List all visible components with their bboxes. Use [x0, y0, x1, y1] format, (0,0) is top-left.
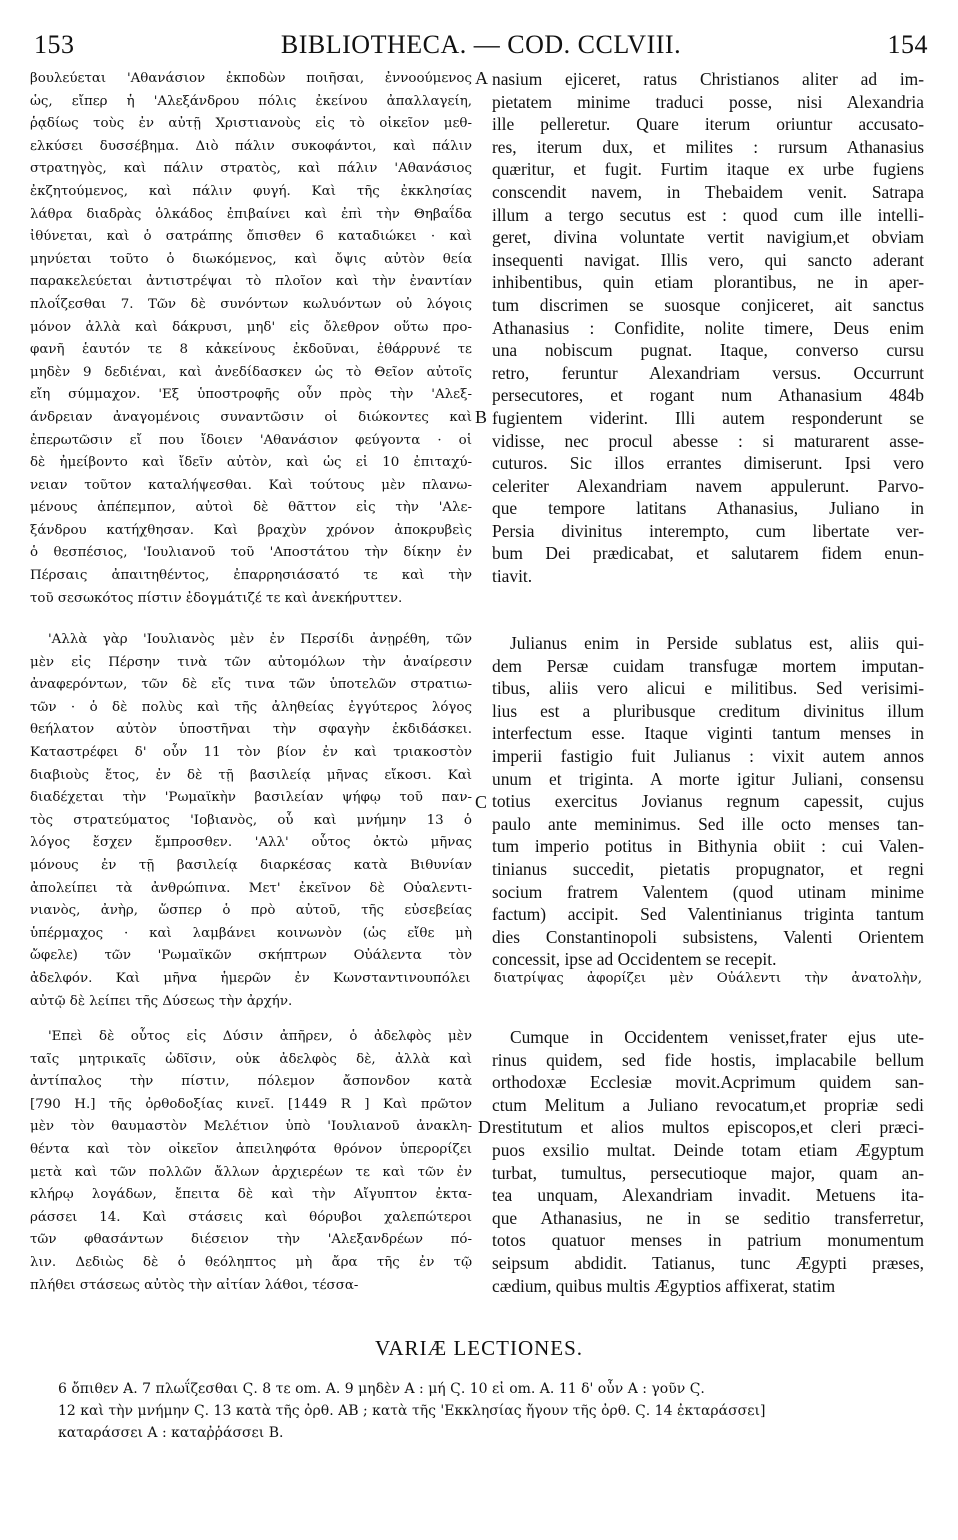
- text-line: interfectum esse. Itaque viginti tantum menses in: [492, 723, 924, 744]
- text-line: orthodoxæ Ecclesiæ movit.Acprimum quidem san-: [492, 1072, 924, 1093]
- text-line: ἀδελφόν. Καὶ μῆνα ἡμερῶν ἐν Κωνσταντινουπόλει διατρίψας ἀφορίζει μὲν Οὐάλεντι τὴν ἀνατολὴν,: [30, 970, 922, 986]
- text-line: ἰθύνεται, καὶ ὁ σατράπης ὄπισθεν 6 καταδιώκει · καὶ: [30, 229, 472, 245]
- text-line: ἐκζητούμενος, καὶ πάλιν φυγή. Καὶ τῆς ἐκκλησίας: [30, 183, 472, 199]
- text-line: Julianus enim in Perside sublatus est, aliis qui-: [510, 633, 924, 653]
- text-line: concessit, ipse ad Occidentem se recepit.: [492, 949, 777, 970]
- text-line: μὲν εἰς Πέρσην τινὰ τῶν αὐτομόλων τὴν ἀναίρεσιν: [30, 654, 472, 670]
- text-line: dem Persæ cuidam transfugæ mortem imputan-: [492, 655, 924, 676]
- text-line: conscendit navem, in Thebaidem venit. Satrapa: [492, 181, 924, 202]
- text-line: παρακελεύεται ἀντιστρέψαι τὸ πλοῖον καὶ τὴν ἐναντίαν: [30, 274, 472, 290]
- page-header: [34, 30, 928, 64]
- text-line: άνδρειαν ἀναγομένοις συναντῶσιν οἱ διώκοντες καὶ: [30, 409, 472, 425]
- text-line: πλήθει στάσεως αὐτὸς τὴν αἰτίαν λάθοι, τέσσα-: [30, 1277, 359, 1293]
- text-line: illum a tergo secutus est : quod cum ille intelli-: [492, 204, 924, 225]
- text-line: restitutum et alios multos episcopos,et cleri præci-: [492, 1117, 924, 1138]
- text-line: ξάνδρου κατήχθησαν. Καὶ βραχὺν χρόνον ἀποκρυβεὶς: [30, 522, 472, 538]
- text-line: κλήρῳ λογάδων, ἔπειτα δὲ καὶ τὴν Αἴγυπτον ἐκτα-: [30, 1187, 472, 1203]
- text-line: totos quatuor menses in patrium monumentum: [492, 1230, 924, 1251]
- text-line: λάθρα διαδρὰς ὁλκάδος ἐπιβαίνει καὶ ἐπὶ τὴν Θηβαΐδα: [30, 206, 472, 222]
- text-line: λιν. Δεδιὼς δὲ ὁ θεόληπτος μὴ ἄρα τῆς ἐν τῷ: [30, 1254, 472, 1270]
- text-line: θεήλατον αὐτὸν ὑποστῆναι τὴν σφαγὴν ἐκδιδάσκει.: [30, 722, 472, 738]
- text-line: αὐτῷ δὲ λείπει τῆς Δύσεως τὴν ἀρχήν.: [30, 993, 293, 1009]
- text-line: socium fratrem Valentem (quod utinam minime: [492, 881, 924, 902]
- text-line: ελκύσει δυσσέβημα. Διὸ πάλιν συκοφάντοι, καὶ πάλιν: [30, 138, 472, 154]
- text-line: persecutores, et rogant num Athanasium 484b: [492, 385, 924, 406]
- text-line: λόγος ἔσχεν ἔμπροσθεν. 'Αλλ' οὗτος ὀκτὼ μῆνας: [30, 835, 472, 851]
- text-line: bum Dei prædicabat, et salutarem fidem enun-: [492, 543, 924, 564]
- text-line: quæritur, et fugit. Furtim itaque ex urbe fugiens: [492, 159, 924, 180]
- latin-text-block-1: [492, 68, 924, 588]
- text-line: ὡς, εἴπερ ἡ 'Αλεξάνδρου πόλις ἐκείνου ἀπαλλαγείη,: [30, 93, 472, 109]
- text-line: seipsum abdidit. Tatianus, tunc Ægypti præses,: [492, 1252, 924, 1273]
- text-line: 6 ὄπιθεν A. 7 πλωΐζεσθαι Ϛ. 8 τε om. A. 9 μηδὲν A : μή Ϛ. 10 εἰ om. A. 11 δ' οὖν A : γοῦν Ϛ.: [58, 1381, 705, 1397]
- text-line: ctum Melitum a Juliano revocatum,et propriæ sedi: [492, 1094, 924, 1115]
- text-line: μηδὲν 9 δεδιέναι, καὶ ἀνεδίδασκεν ὡς τὸ Θεῖον αὐτοῖς: [30, 364, 472, 380]
- text-line: retro, feruntur Alexandriam versus. Occurrunt: [492, 362, 924, 383]
- text-line: ille pelleretur. Quare iterum oriuntur accusato-: [492, 114, 924, 135]
- text-line: unum et triginta. A morte igitur Juliani, consensu: [492, 768, 924, 789]
- text-line: ὤφελε) τῶν 'Ρωμαϊκῶν σκήπτρων Οὐάλεντα τὸν: [30, 948, 472, 964]
- text-line: πλοΐζεσθαι 7. Τῶν δὲ συνόντων κωλυόντων οὐ λόγοις: [30, 296, 472, 312]
- text-line: Πέρσαις ἀπαιτηθέντος, ἐπαρρησιάσατό τε καὶ τὴν: [30, 568, 472, 584]
- text-line: μετὰ καὶ τῶν πολλῶν ἄλλων ἀρχιερέων τε καὶ τῶν ἐν: [30, 1164, 472, 1180]
- text-line: totius exercitus Jovianus regnum capessit, cujus: [492, 791, 924, 812]
- text-line: βουλεύεται 'Αθανάσιον ἐκποδὼν ποιῆσαι, ἐννοούμενος: [30, 71, 472, 86]
- text-line: tibus, aliis vero alicui e militibus. Sed verisimi-: [492, 678, 924, 699]
- latin-text-block-2: [492, 632, 924, 971]
- margin-letter-c: C: [475, 792, 488, 812]
- text-line: tiavit.: [492, 566, 533, 587]
- text-line: fugientem viderint. Illi autem responderunt se: [492, 407, 924, 428]
- text-line: στρατηγὸς, καὶ πάλιν στρατὸς, καὶ πάλιν 'Αθανάσιος: [30, 161, 472, 177]
- text-line: θέντα καὶ τὸν οἰκεῖον ἀπειληφότα θρόνον ὑπερορίζει: [30, 1141, 472, 1157]
- text-line: νειαν τοῦτον καταλήψεσθαι. Καὶ τούτους μὲν πλανω-: [30, 477, 472, 493]
- text-line: μένους ἀπέπεμπον, αὐτοὶ δὲ θᾶττον εἰς τὴν 'Αλε-: [30, 500, 472, 516]
- text-line: res, iterum dux, et milites : rursum Athanasius: [492, 136, 924, 157]
- text-line: que Athanasius, ne in se seditio transferretur,: [492, 1207, 924, 1228]
- text-line: καταράσσει A : καταῤῥάσσει B.: [58, 1425, 284, 1441]
- running-title: BIBLIOTHECA. — COD. CCLVIII.: [280, 30, 682, 59]
- text-line: μὲν τὸν θαυμαστὸν Μελέτιον ὑπὸ 'Ιουλιανοῦ ἀνακλη-: [30, 1119, 472, 1135]
- text-line: imperii fastigio fuit Julianus : vixit autem annos: [492, 745, 924, 766]
- text-line: φανῆ ἑαυτόν τε 8 κἀκείνους ἐκδοῦναι, ἐθάρρυνέ τε: [30, 342, 472, 358]
- text-line: vidisse, nec procul abesse : si maturarent asse-: [492, 430, 924, 451]
- text-line: tea unquam, Alexandriam invadit. Metuens ita-: [492, 1185, 924, 1206]
- text-line: Cumque in Occidentem venisset,frater ejus ute-: [510, 1027, 924, 1047]
- text-line: μηνύεται τοῦτο ὁ διωκόμενος, καὶ ὄψις αὐτὸν θεία: [30, 251, 472, 267]
- text-line: ἀναφερόντων, τῶν δὲ εἴς τινα τῶν ὑποτελῶν στρατιω-: [30, 677, 472, 693]
- text-line: τὸς στρατεύματος 'Ιοβιανὸς, οὗ καὶ μνήμην 13 ὁ: [30, 812, 472, 828]
- page-number-right: 154: [887, 30, 928, 59]
- text-line: εἴη σύμμαχον. 'Εξ ὑποστροφῆς οὖν πρὸς τὴν 'Αλεξ-: [30, 387, 472, 403]
- text-line: ἀπολείπει τὰ ἀνθρώπινα. Μετ' ἐκεῖνον δὲ Οὐαλεντι-: [30, 880, 472, 896]
- variae-lectiones-title: VARIÆ LECTIONES.: [374, 1336, 584, 1360]
- margin-letter-b: B: [475, 407, 488, 427]
- variae-lectiones-notes: [58, 1378, 928, 1444]
- text-line: μόνους ἐν τῇ βασιλείᾳ διαρκέσας κατὰ Βιθυνίαν: [30, 857, 472, 873]
- text-line: rinus quidem, sed fide hostis, implacabile bellum: [492, 1049, 924, 1070]
- margin-letter-d: D: [478, 1117, 491, 1137]
- text-line: 'Αλλὰ γὰρ 'Ιουλιανὸς μὲν ἐν Περσίδι ἀνῃρέθη, τῶν: [48, 632, 472, 647]
- text-line: ἀντίπαλος τὴν πίστιν, πόλεμον ἄσπονδον κατὰ: [30, 1074, 472, 1090]
- text-line: τῶν · ὁ δὲ πολὺς καὶ τῆς ἀληθείας ἐγγύτερος λόγος: [30, 699, 472, 715]
- text-line: 'Επεὶ δὲ οὗτος εἰς Δύσιν ἀπῆρεν, ὁ ἀδελφὸς μὲν: [48, 1029, 472, 1044]
- text-line: ῥᾳδίως τοὺς ἐν αὐτῇ Χριστιανοὺς εἰς τὸ οἰκεῖον μεθ-: [30, 116, 472, 132]
- text-line: τῶν φθασάντων διέσειον τὴν 'Αλεξανδρέων πό-: [30, 1232, 472, 1248]
- margin-letter-a: A: [475, 68, 488, 88]
- text-line: celeriter Alexandriam navem appulerunt. Parvo-: [492, 475, 924, 496]
- text-line: [790 H.] τῆς ὀρθοδοξίας κινεῖ. [1449 R ] Καὶ πρῶτον: [30, 1096, 472, 1112]
- text-line: τοῦ σεσωκότος πίστιν ἐδογμάτιζέ τε καὶ ἀνεκήρυττεν.: [30, 590, 403, 606]
- text-line: geret, divina voluntate vertit navigium,et obviam: [492, 227, 924, 248]
- text-line: tinianus succedit, pietatis propugnator, et regni: [492, 858, 924, 879]
- text-line: Athanasius : Confidite, nolite timere, Deus enim: [492, 317, 924, 338]
- text-line: turbat, tumultus, persecutioque major, quam an-: [492, 1162, 924, 1183]
- text-line: pietatem minime traduci posse, nisi Alexandria: [492, 91, 924, 112]
- text-line: ἐπερωτῶσιν εἴ που ἴδοιεν 'Αθανάσιον φεύγοντα · οἱ: [30, 432, 472, 448]
- text-line: inhibentibus, quin etiam plorantibus, ne in aper-: [492, 272, 924, 293]
- text-line: nasium ejiceret, ratus Christianos aliter ad im-: [492, 69, 924, 89]
- text-line: ράσσει 14. Καὶ στάσεις καὶ θόρυβοι χαλεπώτεροι: [30, 1209, 472, 1225]
- text-line: dies Constantinopoli subsistens, Valenti Orientem: [492, 926, 924, 947]
- text-line: 12 καὶ τὴν μνήμην Ϛ. 13 κατὰ τῆς ὀρθ. AB ; κατὰ τῆς 'Εκκλησίας ἤγουν τῆς ὀρθ. Ϛ. 14 ἐκταράσσει]: [58, 1403, 766, 1419]
- text-line: δὲ ἠμείβοντο καὶ ἴδεῖν αὐτὸν, καὶ ὡς εἰ 10 ἐπιταχύ-: [30, 455, 472, 471]
- text-line: puos exsilio multat. Deinde totam etiam Ægyptum: [492, 1139, 924, 1160]
- text-line: Καταστρέφει δ' οὖν 11 τὸν βίον ἐν καὶ τριακοστὸν: [30, 744, 472, 760]
- greek-text-block-3: [30, 1026, 472, 1297]
- text-line: διαδέχεται τὴν 'Ρωμαϊκὴν βασιλείαν ψήφῳ τοῦ παν-: [30, 790, 472, 806]
- text-line: tum discrimen se suosque conjiceret, ait sanctus: [492, 294, 924, 315]
- greek-text-block-1: [30, 68, 472, 610]
- text-line: lius est a pluribusque creditum divinitus illum: [492, 700, 924, 721]
- text-line: νιανὸς, ἀνὴρ, ὥσπερ ὁ πρὸ αὐτοῦ, τῆς εὐσεβείας: [30, 903, 472, 919]
- text-line: ὁ θεσπέσιος, 'Ιουλιανοῦ τοῦ 'Αποστάτου τὴν δίκην ἐν: [30, 545, 472, 561]
- text-line: que tempore latitans Athanasius, Juliano in: [492, 498, 924, 519]
- text-line: insequenti navigat. Illis vero, qui sancto aderant: [492, 249, 924, 270]
- text-line: tum imperio potitus in Bithynia obiit : cui Valen-: [492, 836, 924, 857]
- text-line: cædium, quibus multis Ægyptios affixerat, statim: [492, 1275, 836, 1296]
- text-line: una nobiscum pugnat. Itaque, converso cursu: [492, 340, 924, 361]
- text-line: ταῖς μητρικαῖς ὠδῖσιν, οὐκ ἀδελφὸς δὲ, ἀλλὰ καὶ: [30, 1051, 472, 1067]
- text-line: μόνον ἀλλὰ καὶ δάκρυσι, μηδ' εἰς ὄλεθρον οὕτω προ-: [30, 319, 472, 335]
- text-line: ὑπέρμαχος · καὶ λαμβάνει κοινωνὸν (ὡς εἴθε μὴ: [30, 925, 472, 941]
- latin-text-block-3: [492, 1026, 924, 1297]
- page-number-left: 153: [34, 30, 75, 59]
- text-line: cuturos. Sic illos errantes dimiserunt. Ipsi vero: [492, 453, 924, 474]
- text-line: paulo ante meminimus. Sed ille octo menses tan-: [492, 813, 924, 834]
- text-line: Persia divinitus interempto, cum libertate ver-: [492, 520, 924, 541]
- text-line: factum) accipit. Sed Valentinianus triginta tantum: [492, 904, 924, 925]
- text-line: διαβιοὺς ἔτος, ἐν δὲ τῇ βασιλείᾳ μῆνας εἴκοσι. Καὶ: [30, 767, 472, 783]
